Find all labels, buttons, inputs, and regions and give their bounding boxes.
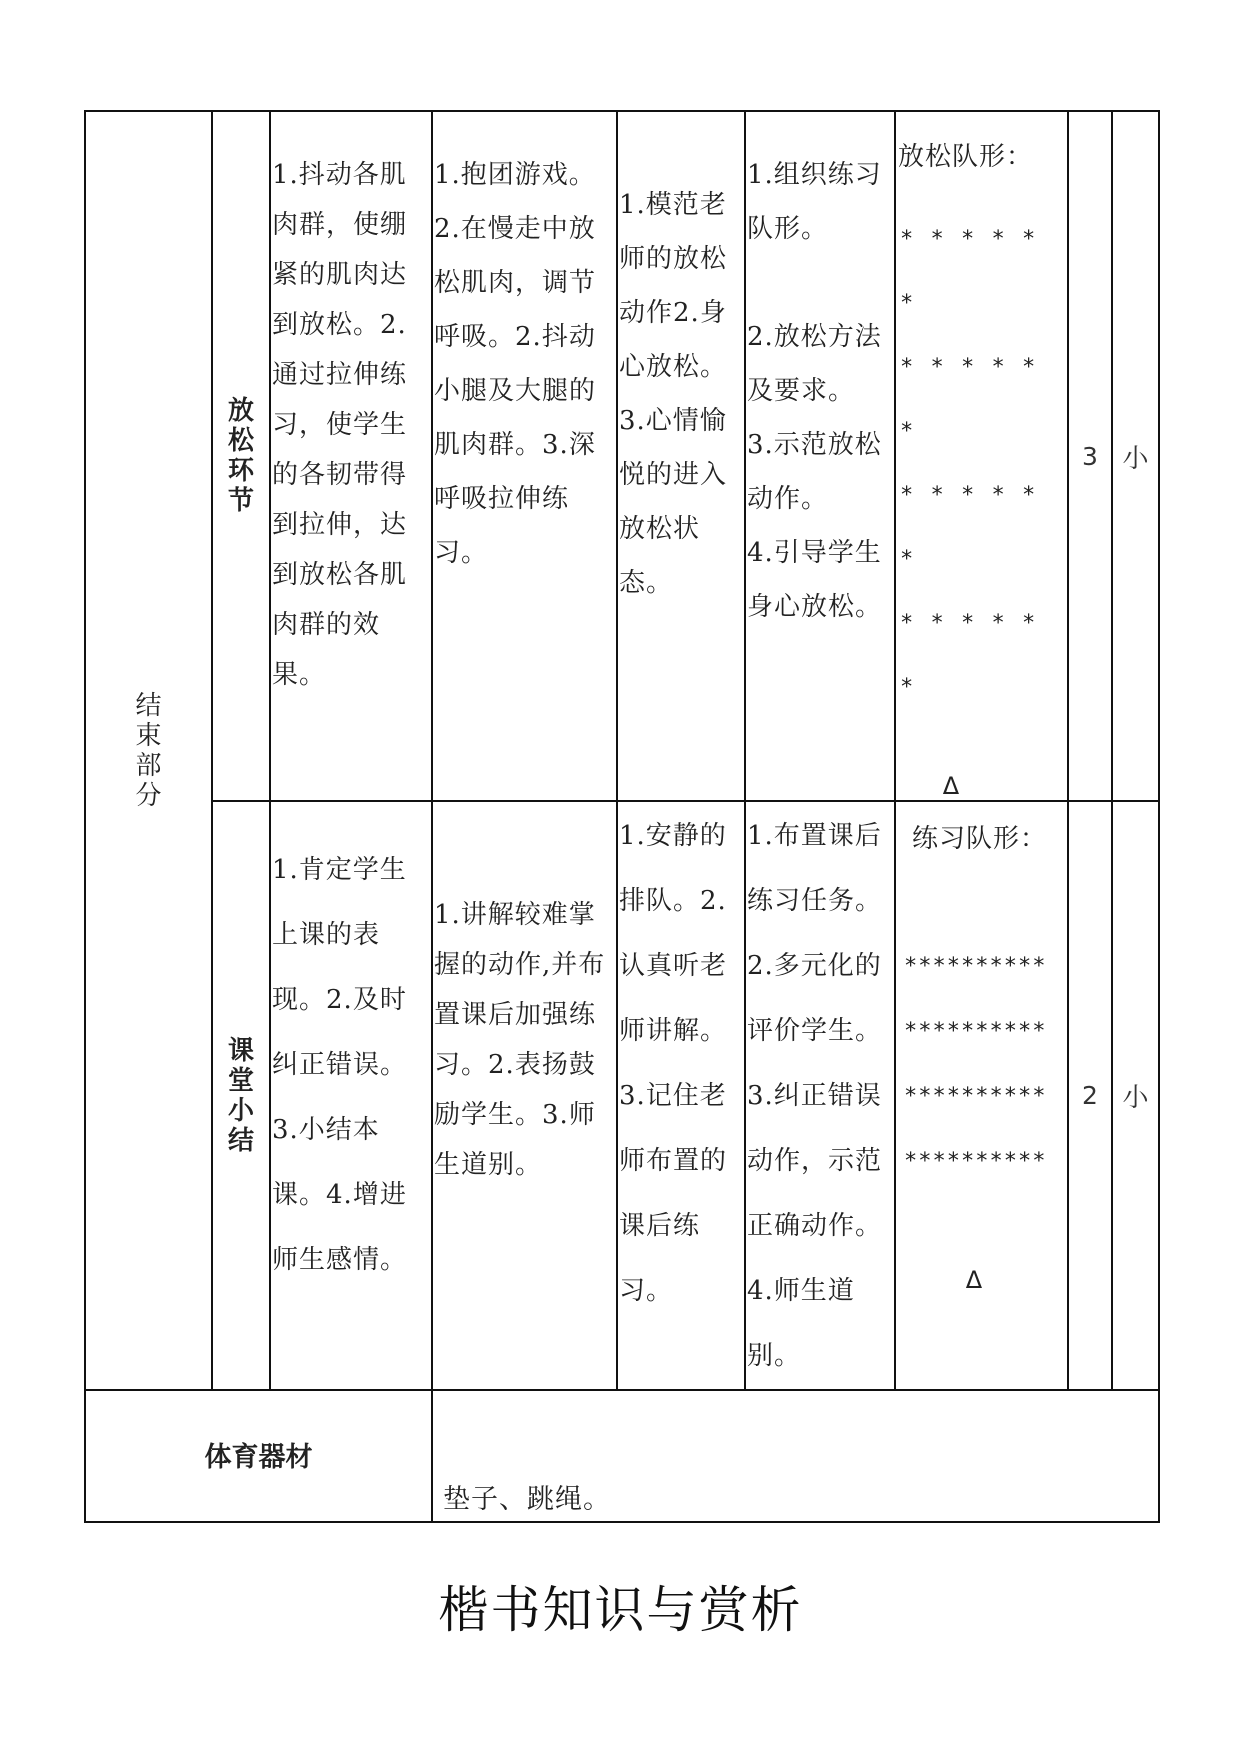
table-row-relax	[85, 111, 1159, 801]
formation-row: **********	[904, 1084, 1047, 1109]
formation-grid	[896, 864, 1067, 1194]
formation-row: **********	[904, 1149, 1047, 1174]
goal-item: 3.小结本课。	[272, 1115, 380, 1210]
table-row-equipment	[85, 1390, 1159, 1522]
teacher-position-marker: Δ	[965, 1266, 984, 1294]
goal-item: 2.通过拉伸练习，使学生的各韧带得到拉伸，达到放松各肌肉群的效果。	[272, 310, 408, 690]
goal-item: 4.增进师生感情。	[272, 1180, 408, 1275]
student-item: 3.心情愉悦的进入放松状态。	[619, 406, 728, 598]
minutes-cell: 3	[1068, 111, 1112, 801]
student-item: 2.认真听老师讲解。	[619, 886, 728, 1046]
formation-row: **********	[904, 1019, 1047, 1044]
teacher-item: 2.多元化的评价学生。	[747, 951, 883, 1046]
student-cell	[617, 801, 745, 1390]
equipment-label: 体育器材	[85, 1390, 432, 1522]
teacher-cell	[745, 111, 895, 801]
table-row-summary	[85, 801, 1159, 1390]
goal-item: 1.肯定学生上课的表现。	[272, 855, 407, 1015]
formation-row: **********	[904, 954, 1047, 979]
formation-title: 练习队形：	[912, 824, 1048, 854]
teacher-item: 1.布置课后练习任务。	[747, 821, 883, 916]
formation-grid	[896, 182, 1067, 720]
content-item: 3.师生道别。	[434, 1100, 596, 1180]
formation-cell	[895, 801, 1068, 1390]
student-text	[618, 802, 744, 1324]
formation-row: * * * * * *	[900, 227, 1038, 316]
student-text	[618, 112, 744, 610]
stage-label: 放松环节	[227, 396, 254, 516]
teacher-item: 3.纠正错误动作，示范正确动作。	[747, 1081, 883, 1241]
stage-cell	[212, 801, 270, 1390]
content-item: 2.表扬鼓励学生。	[434, 1050, 596, 1130]
section-cell	[85, 111, 212, 1390]
lesson-plan-table	[84, 110, 1160, 1523]
formation-row: * * * * * *	[900, 611, 1038, 700]
intensity-cell: 小	[1112, 111, 1159, 801]
teacher-text	[746, 802, 894, 1389]
minutes-cell: 2	[1068, 801, 1112, 1390]
goals-text	[271, 802, 431, 1293]
intensity-cell: 小	[1112, 801, 1159, 1390]
formation-title: 放松队形：	[898, 142, 1034, 172]
student-item: 2.身心放松。	[619, 298, 728, 382]
student-item: 1.模范老师的放松动作	[619, 190, 728, 328]
goals-cell	[270, 111, 432, 801]
content-text	[433, 112, 616, 580]
formation-cell	[895, 111, 1068, 801]
teacher-text	[746, 112, 894, 634]
teacher-position-marker: Δ	[942, 772, 961, 800]
content-cell	[432, 111, 617, 801]
teacher-item: 1.组织练习队形。	[747, 160, 882, 244]
teacher-item: 2.放松方法及要求。	[747, 322, 882, 406]
goal-item: 1.抖动各肌肉群，使绷紧的肌肉达到放松。	[272, 160, 408, 340]
formation-row: * * * * * *	[900, 483, 1038, 572]
goals-text	[271, 112, 431, 700]
content-item: 2.在慢走中放松肌肉，调节呼吸。	[434, 214, 597, 352]
content-item: 1.讲解较难掌握的动作,并布置课后加强练习。	[434, 900, 606, 1080]
content-item: 3.深呼吸拉伸练习。	[434, 430, 596, 568]
content-item: 1.抱团游戏。	[434, 160, 596, 190]
teacher-item: 4.师生道别。	[747, 1276, 855, 1371]
teacher-item: 4.引导学生身心放松。	[747, 538, 883, 622]
formation-row: * * * * * *	[900, 355, 1038, 444]
teacher-item: 3.示范放松动作。	[747, 430, 882, 514]
goals-cell	[270, 801, 432, 1390]
student-cell	[617, 111, 745, 801]
stage-cell	[212, 111, 270, 801]
teacher-cell	[745, 801, 895, 1390]
content-item: 2.抖动小腿及大腿的肌肉群。	[434, 322, 597, 460]
goal-item: 2.及时纠正错误。	[272, 985, 408, 1080]
student-item: 3.记住老师布置的课后练习。	[619, 1081, 728, 1306]
student-item: 1.安静的排队。	[619, 821, 727, 916]
equipment-value: 垫子、跳绳。	[432, 1390, 1159, 1522]
section-label: 结束部分	[135, 690, 162, 811]
stage-label: 课堂小结	[227, 1035, 254, 1156]
next-section-title: 楷书知识与赏析	[438, 1581, 803, 1639]
content-cell	[432, 801, 617, 1390]
content-text	[433, 802, 616, 1190]
